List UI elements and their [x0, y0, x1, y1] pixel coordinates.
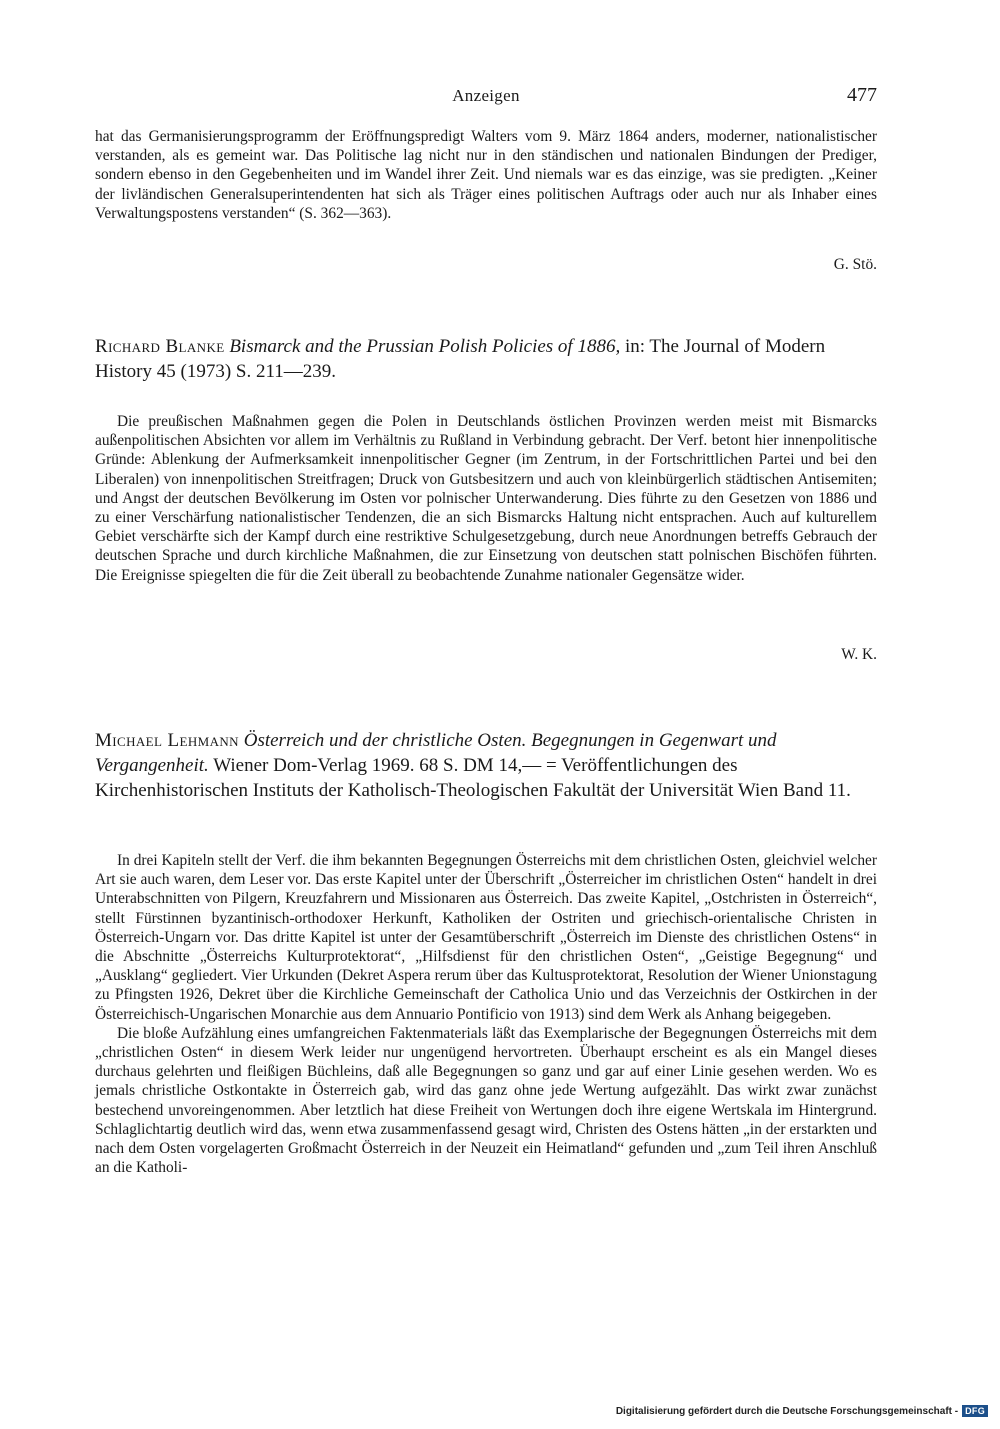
bibliographic-entry	[95, 728, 877, 803]
running-head	[95, 84, 877, 110]
review-continuation-text: hat das Germanisierungsprogramm der Eröffnungspredigt Walters vom 9. März 1864 anders, moderner, nationalistischer verstanden, als es gemeint war. Das Politische lag nicht nur in den ständischen und nationalen Bindungen der Prediger, sondern ebenso in den Gegebenheiten und im Wandel ihrer Zeit. Und niemals war es das einzige, was sie predigten. „Keiner der livländischen Generalsuperintendenten hat sich als Träger eines politischen Auftrags oder auch nur als Inhaber eines Verwaltungspostens verstanden“ (S. 362—363).	[95, 128, 877, 222]
work-title: Bismarck and the Prussian Polish Policies of 1886,	[229, 336, 621, 357]
bibliographic-entry	[95, 334, 877, 384]
page-number: 477	[847, 84, 877, 106]
footer-text: Digitalisierung gefördert durch die Deutsche Forschungsgemeinschaft -	[615, 1405, 959, 1417]
publication-info: Wiener Dom-Verlag 1969. 68 S. DM 14,— = Veröffentlichungen des Kirchenhistorischen Instituts der Katholisch-Theologischen Fakultät der Universität Wien Band 11.	[95, 755, 851, 801]
review-body-blanke	[95, 412, 877, 585]
review-body-lehmann	[95, 851, 877, 1177]
review-continuation	[95, 127, 877, 223]
dfg-logo-icon: DFG	[962, 1405, 988, 1417]
author-name: Richard Blanke	[95, 336, 225, 357]
author-name: Michael Lehmann	[95, 730, 239, 751]
reviewer-signature-1: G. Stö.	[833, 256, 877, 273]
review-paragraph: Die bloße Aufzählung eines umfangreichen Faktenmaterials läßt das Exemplarische der Begegnungen Österreichs mit dem „christlichen Osten“ in diesem Werk leider nur ungenügend hervortreten. Überhaupt erscheint es als ein Mangel dieses durchaus gelehrten und fleißigen Büchleins, daß alle Begegnungen so ganz und gar auf einer Linie gesehen werden. Wo es jemals christliche Ostkontakte in Österreich gab, wird das ganz ohne jede Wertung aufgezählt. Das wirkt zwar zunächst bestechend unvoreingenommen. Aber letztlich hat diese Freiheit von Wertungen doch ihre eigene Wertskala im Hintergrund. Schlaglichtartig deutlich wird das, wenn etwa zusammenfassend gesagt wird, Christen des Ostens hätten „in der erstarkten und nach dem Osten vorgelagerten Großmacht Österreich in der Neuzeit ein Heimatland“ gefunden und „zum Teil ihren Anschluß an die Katholi-	[95, 1024, 877, 1177]
reviewer-signature-2: W. K.	[841, 646, 877, 663]
publication-info: in: The Journal of Modern History 45 (1973) S. 211—239.	[95, 336, 826, 382]
review-heading-lehmann	[95, 728, 877, 803]
review-heading-blanke	[95, 334, 877, 384]
review-paragraph: In drei Kapiteln stellt der Verf. die ihm bekannten Begegnungen Österreichs mit dem christlichen Osten, gleichviel welcher Art sie auch waren, dem Leser vor. Das erste Kapitel unter der Überschrift „Österreicher im christlichen Osten“ handelt in drei Unterabschnitten von Pilgern, Kreuzfahrern und Missionaren aus Österreich. Das zweite Kapitel, „Ostchristen in Österreich“, stellt Fürstinnen byzantinisch-orthodoxer Herkunft, Katholiken der Ostriten und griechisch-orientalische Christen in Österreich-Ungarn vor. Das dritte Kapitel ist unter der Gesamtüberschrift „Österreich im Dienste des christlichen Ostens“ in die Abschnitte „Österreichs Kulturprotektorat“, „Hilfsdienst für den christlichen Osten“, „Geistige Begegnung“ und „Ausklang“ gegliedert. Vier Urkunden (Dekret Aspera rerum über das Kultusprotektorat, Resolution der Wiener Unionstagung zu Pfingsten 1926, Dekret über die Kirchliche Gemeinschaft der Catholica Unio und das Verzeichnis der Ostkirchen in der Österreichisch-Ungarischen Monarchie aus dem Annuario Pontificio von 1913) sind dem Werk als Anhang beigegeben.	[95, 852, 877, 1023]
review-paragraph: Die preußischen Maßnahmen gegen die Polen in Deutschlands östlichen Provinzen werden meist mit Bismarcks außenpolitischen Absichten vor allem im Verhältnis zu Rußland in Verbindung gebracht. Der Verf. betont hier innenpolitische Gründe: Ablenkung der Aufmerksamkeit innenpolitischer Gegner (im Zentrum, in der Fortschrittlichen Partei und bei den Liberalen) von innenpolitischen Streitfragen; Druck von Gutsbesitzern und auch von kleinbürgerlich städtischen Antisemiten; und Angst der deutschen Bevölkerung im Osten vor polnischer Unterwanderung. Dies führte zu den Gesetzen von 1886 und zu einer Verschärfung nationalistischer Tendenzen, die an sich Bismarcks Haltung nicht entsprachen. Auch auf kulturellem Gebiet verschärfte sich der Kampf durch eine restriktive Schulgesetzgebung, durch neue Anordnungen betreffs Gebrauch der deutschen Sprache und durch kirchliche Maßnahmen, die zur Einsetzung von deutschen statt polnischen Bischöfen führten. Die Ereignisse spiegelten die für die Zeit überall zu beobachtende Zunahme nationaler Gegensätze wider.	[95, 413, 877, 584]
running-title: Anzeigen	[452, 86, 520, 105]
digitization-footer	[616, 1405, 988, 1417]
work-title: Österreich und der christliche Osten. Begegnungen in Gegenwart und Vergangenheit.	[95, 730, 777, 776]
